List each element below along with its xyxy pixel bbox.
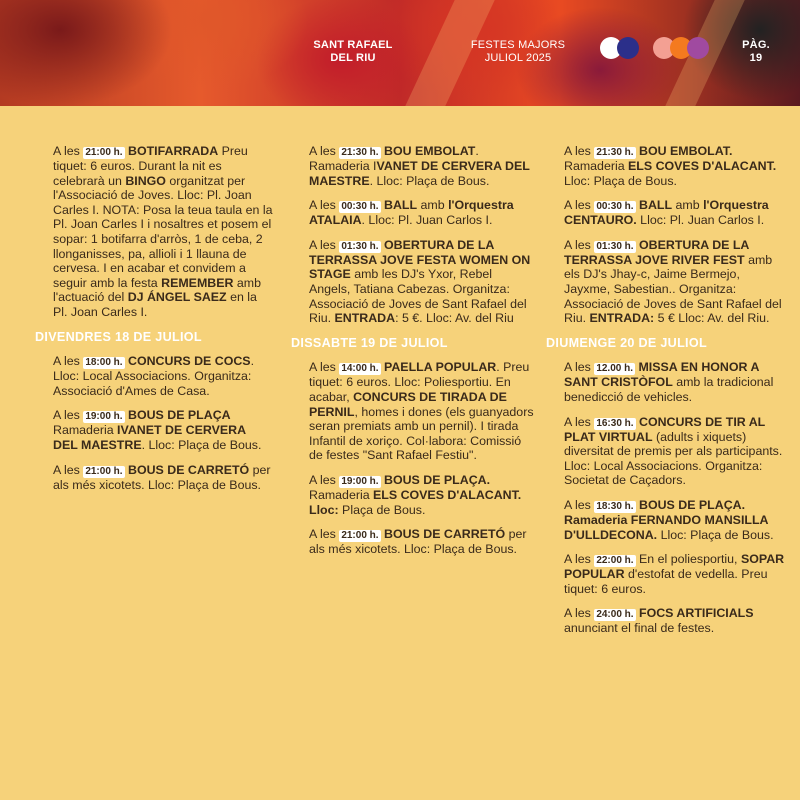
day-heading: DIVENDRES 18 DE JULIOL bbox=[35, 329, 202, 344]
event-highlight: l'Orquestra ATALAIA bbox=[309, 198, 514, 228]
event-entry bbox=[309, 198, 535, 228]
event-text: Ramaderia bbox=[53, 423, 118, 438]
event-entry bbox=[564, 415, 786, 488]
festival-label bbox=[462, 39, 574, 65]
event-entry bbox=[53, 354, 273, 398]
program-column-2 bbox=[291, 144, 535, 567]
event-text: Ramaderia bbox=[564, 159, 629, 173]
event-text: . Lloc: Plaça de Bous. bbox=[369, 173, 490, 188]
event-entry bbox=[309, 360, 535, 463]
event-text: en la Pl. Joan Carles I. bbox=[53, 290, 257, 319]
event-text: per als més xicotets. Lloc: Plaça de Bous. bbox=[53, 462, 271, 492]
event-entry bbox=[564, 552, 786, 596]
event-text: Ramaderia bbox=[309, 487, 374, 502]
event-time: 00:30 h. bbox=[341, 201, 379, 213]
event-text: En el poliesportiu, bbox=[635, 552, 741, 567]
event-entry bbox=[564, 238, 786, 326]
event-text: Lloc: Plaça de Bous. bbox=[564, 173, 677, 188]
event-time: 00:30 h. bbox=[596, 201, 634, 213]
event-text: A les bbox=[309, 144, 340, 158]
page-value: 19 bbox=[749, 52, 763, 64]
purple-circle-icon bbox=[687, 37, 709, 59]
header-banner bbox=[0, 0, 800, 106]
event-text: Lloc: Plaça de Bous. bbox=[657, 527, 774, 542]
event-text: A les bbox=[564, 237, 595, 252]
event-highlight: FOCS ARTIFICIALS bbox=[639, 606, 754, 621]
event-text: Plaça de Bous. bbox=[338, 502, 426, 517]
event-time: 19:00 h. bbox=[341, 475, 379, 487]
event-text: A les bbox=[564, 414, 595, 429]
event-time: 14:00 h. bbox=[341, 363, 379, 375]
event-text: : 5 €. Lloc: Av. del Riu bbox=[395, 311, 514, 326]
event-highlight: OBERTURA DE LA TERRASSA JOVE FESTA WOMEN ON STAGE bbox=[309, 237, 531, 282]
event-text: per als més xicotets. Lloc: Plaça de Bous. bbox=[309, 527, 527, 557]
event-highlight: ELS COVES D'ALACANT. bbox=[628, 159, 777, 173]
event-text: Preu tiquet: 6 euros. Durant la nit es celebrarà un bbox=[53, 144, 248, 188]
event-text: . Preu tiquet: 6 euros. Lloc: Poliesportiu. En acabar, bbox=[309, 360, 530, 404]
event-time: 12.00 h. bbox=[596, 363, 634, 375]
event-time: 01:30 h. bbox=[596, 240, 634, 252]
event-highlight: BALL bbox=[384, 198, 418, 213]
event-entry bbox=[53, 144, 273, 320]
event-highlight: BOUS DE PLAÇA. bbox=[384, 472, 491, 487]
event-highlight: VANET DE CERVERA DEL MAESTRE bbox=[309, 159, 530, 188]
event-text: A les bbox=[53, 354, 84, 369]
event-entry bbox=[564, 360, 786, 404]
event-text: anunciant el final de festes. bbox=[564, 621, 715, 636]
event-highlight: BINGO bbox=[125, 173, 166, 188]
event-entry bbox=[564, 606, 786, 636]
event-text: A les bbox=[53, 462, 84, 477]
event-text: A les bbox=[309, 472, 340, 487]
event-highlight: ELS COVES D'ALACANT. Lloc: bbox=[309, 487, 522, 517]
event-highlight: REMEMBER bbox=[161, 275, 234, 290]
event-highlight: BOUS DE CARRETÓ bbox=[384, 527, 506, 542]
event-text: organitzat per l'Associació de Joves. Lloc: Pl. Joan Carles I. NOTA: Posa la teua taula en la Pl. Joan Carles I i nosaltres et posem el sopar: 1 botifarra d'arròs, 1 de ceba, 2 llonganisses, pa, allioli i 1 llauna de cervesa. I en acabar et convidem a seguir amb la festa bbox=[53, 173, 273, 290]
event-entry bbox=[564, 198, 786, 228]
event-text: . Lloc: Pl. Juan Carlos I. bbox=[361, 213, 493, 228]
event-text: A les bbox=[53, 144, 84, 158]
event-text: A les bbox=[564, 360, 595, 375]
event-text: amb la tradicional benedicció de vehicles. bbox=[564, 375, 774, 404]
event-highlight: DJ ÁNGEL SAEZ bbox=[127, 290, 227, 305]
event-highlight: IVANET DE CERVERA DEL MAESTRE bbox=[53, 423, 246, 452]
event-highlight: MISSA EN HONOR A SANT CRISTÒFOL bbox=[564, 360, 759, 390]
event-time: 18:30 h. bbox=[596, 500, 634, 512]
event-highlight: CONCURS DE TIR AL PLAT VIRTUAL bbox=[564, 414, 765, 444]
event-entry bbox=[309, 527, 535, 557]
event-text: A les bbox=[564, 497, 595, 512]
event-highlight: BALL bbox=[639, 198, 673, 213]
fest-line1: FESTES MAJORS bbox=[470, 39, 566, 51]
event-text: amb bbox=[417, 198, 449, 213]
event-time: 21:00 h. bbox=[85, 147, 123, 158]
event-highlight: PAELLA POPULAR bbox=[384, 360, 497, 375]
event-text: A les bbox=[564, 552, 595, 567]
event-text: Lloc: Pl. Juan Carlos I. bbox=[636, 213, 765, 228]
event-highlight: BOUS DE PLAÇA bbox=[128, 408, 231, 423]
event-text: A les bbox=[53, 408, 84, 423]
event-highlight: l'Orquestra CENTAURO. bbox=[564, 198, 769, 228]
event-time: 18:00 h. bbox=[85, 357, 123, 369]
event-highlight: OBERTURA DE LA TERRASSA JOVE RIVER FEST bbox=[564, 237, 749, 267]
event-text: A les bbox=[309, 198, 340, 213]
event-text: 5 € Lloc: Av. del Riu. bbox=[654, 311, 770, 326]
event-text: A les bbox=[564, 198, 595, 213]
day-heading: DISSABTE 19 DE JULIOL bbox=[291, 335, 448, 350]
event-time: 21:00 h. bbox=[341, 530, 379, 542]
event-highlight: BOU EMBOLAT. bbox=[639, 144, 733, 158]
event-text: A les bbox=[309, 360, 340, 375]
event-text: (adults i xiquets) diversitat de premis per als participants. Lloc: Local Associacions. Organitza: Societat de Caçadors. bbox=[564, 429, 783, 488]
event-time: 21:30 h. bbox=[596, 147, 634, 158]
event-entry bbox=[564, 144, 786, 188]
event-time: 21:30 h. bbox=[341, 147, 379, 158]
event-time: 22:00 h. bbox=[596, 555, 634, 567]
fest-line2: JULIOL 2025 bbox=[484, 52, 552, 64]
town-name bbox=[300, 39, 406, 65]
event-text: . Ramaderia I bbox=[309, 144, 479, 173]
event-entry bbox=[309, 238, 535, 326]
event-text: A les bbox=[564, 144, 595, 158]
event-highlight: CONCURS DE COCS bbox=[128, 354, 251, 369]
page-label: PÀG. bbox=[742, 39, 770, 51]
program-content bbox=[0, 106, 800, 800]
event-text: amb les DJ's Yxor, Rebel Angels, Tatiana Cabezas. Organitza: Associació de Joves de Sant Rafael del Riu. bbox=[309, 267, 527, 326]
event-text: . Lloc: Local Associacions. Organitza: Associació d'Ames de Casa. bbox=[53, 354, 255, 398]
event-highlight: BOUS DE PLAÇA. Ramaderia FERNANDO MANSILLA D'ULLDECONA. bbox=[564, 497, 769, 542]
event-entry bbox=[53, 408, 273, 452]
event-time: 21:00 h. bbox=[85, 465, 123, 477]
town-line2: DEL RIU bbox=[330, 52, 376, 64]
event-time: 16:30 h. bbox=[596, 417, 634, 429]
event-text: amb els DJ's Jhay-c, Jaime Bermejo, Jayxme, Sabestian.. Organitza: Associació de Joves de Sant Rafael del Riu. bbox=[564, 252, 782, 326]
program-column-3 bbox=[546, 144, 786, 646]
event-highlight: CONCURS DE TIRADA DE PERNIL bbox=[309, 389, 507, 419]
page-number bbox=[736, 39, 776, 65]
event-highlight: ENTRADA bbox=[334, 311, 396, 326]
event-entry bbox=[53, 463, 273, 493]
town-line1: SANT RAFAEL bbox=[313, 39, 393, 51]
event-highlight: BOUS DE CARRETÓ bbox=[128, 462, 250, 477]
event-text: A les bbox=[564, 606, 595, 621]
event-text: , homes i dones (els guanyadors seran premiats amb un pernil). I tirada Infantil de xoriço. Col·labora: Comissió de festes "Sant Rafael Festiu". bbox=[309, 404, 534, 463]
event-time: 01:30 h. bbox=[341, 240, 379, 252]
event-entry bbox=[309, 144, 535, 188]
event-text: . Lloc: Plaça de Bous. bbox=[141, 437, 262, 452]
blue-circle-icon bbox=[617, 37, 639, 59]
event-text: A les bbox=[309, 237, 340, 252]
event-time: 24:00 h. bbox=[596, 609, 634, 621]
event-text: d'estofat de vedella. Preu tiquet: 6 euros. bbox=[564, 567, 768, 596]
event-highlight: ENTRADA: bbox=[589, 311, 655, 326]
event-highlight: BOU EMBOLAT bbox=[384, 144, 476, 158]
event-text: amb bbox=[672, 198, 704, 213]
event-text: A les bbox=[309, 527, 340, 542]
event-entry bbox=[564, 498, 786, 542]
event-highlight: BOTIFARRADA bbox=[128, 144, 219, 158]
event-time: 19:00 h. bbox=[85, 411, 123, 423]
program-column-1 bbox=[35, 144, 273, 502]
event-text: amb l'actuació del bbox=[53, 275, 261, 305]
event-entry bbox=[309, 473, 535, 517]
event-highlight: SOPAR POPULAR bbox=[564, 552, 785, 582]
day-heading: DIUMENGE 20 DE JULIOL bbox=[546, 335, 707, 350]
